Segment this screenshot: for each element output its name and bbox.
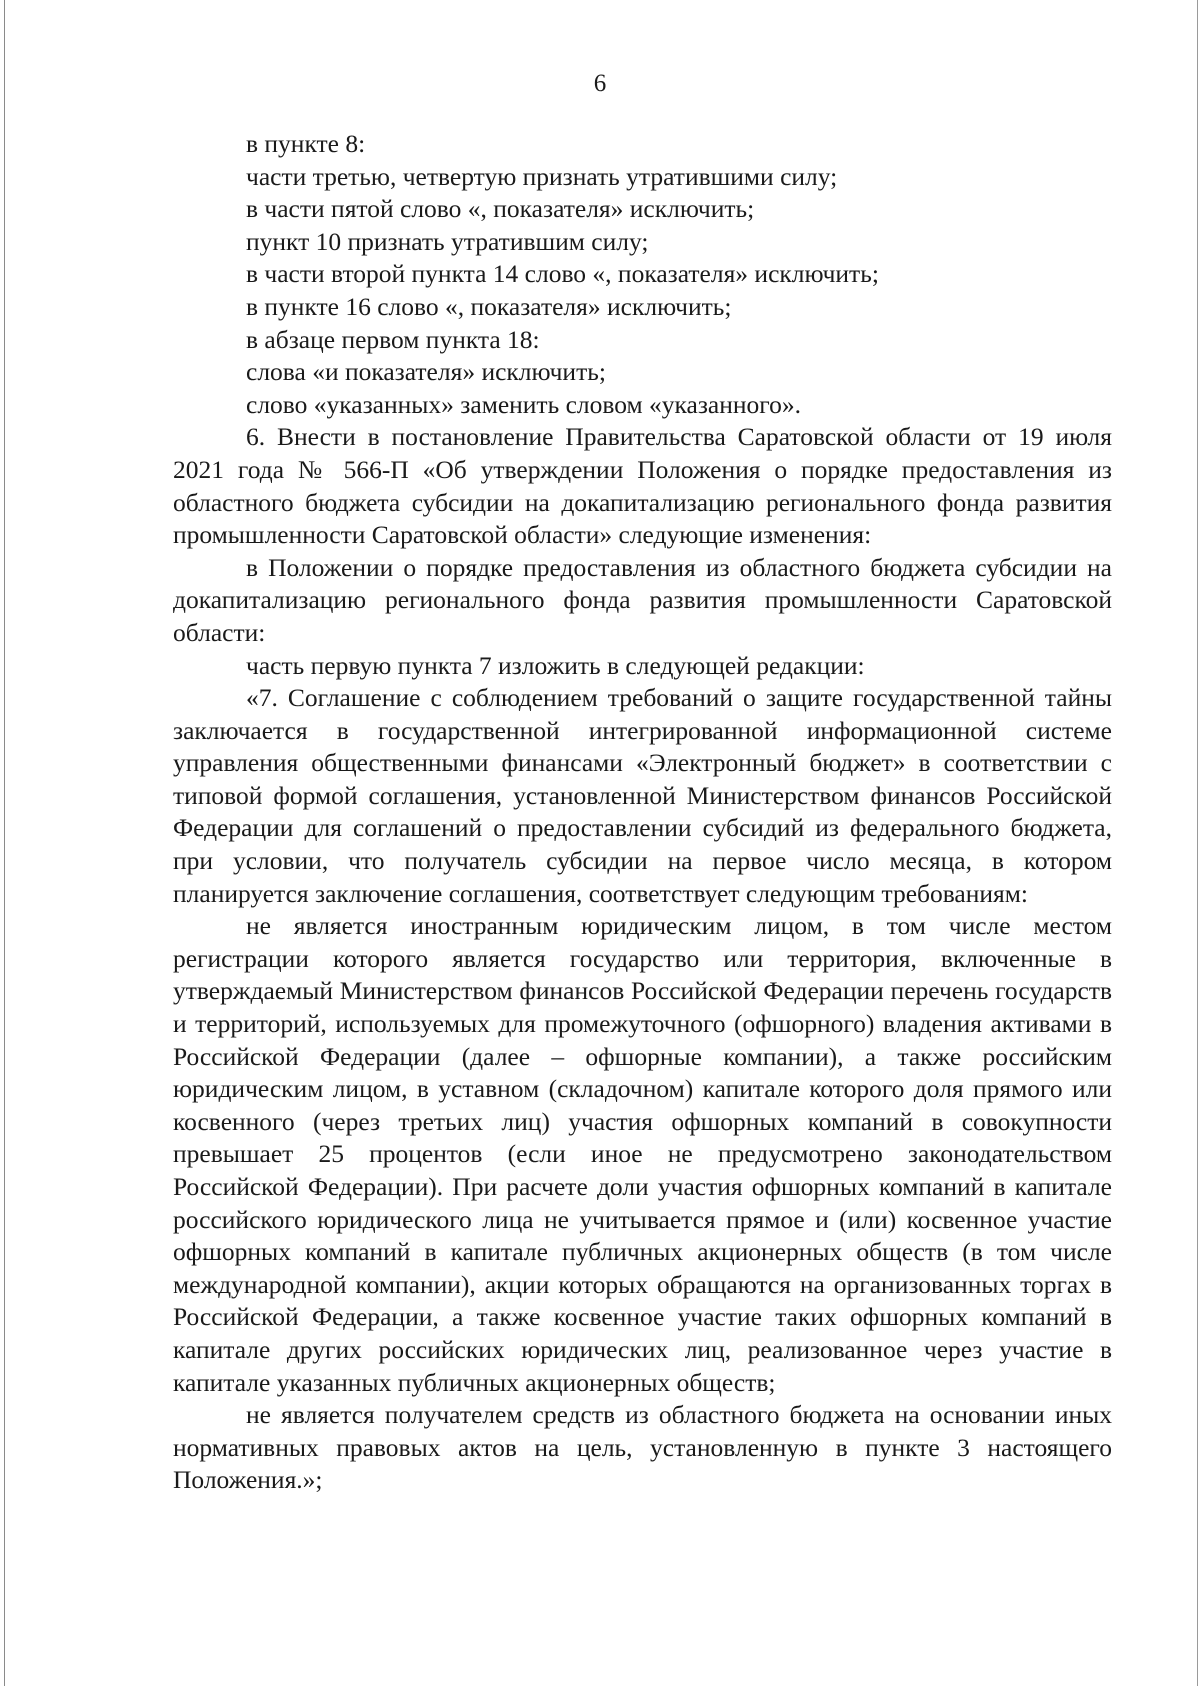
paragraph: в части второй пункта 14 слово «, показателя» исключить; (246, 259, 879, 289)
paragraph: в пункте 16 слово «, показателя» исключить; (246, 291, 732, 321)
paragraph: в части пятой слово «, показателя» исключить; (246, 194, 755, 224)
scan-edge-left (4, 0, 5, 1686)
paragraph: 6. Внести в постановление Правительства Саратовской области от 19 июля 2021 года № 566-П «Об утверждении Положения о порядке предоставления из областного бюджета субсидии на докапитализацию регионального фонда развития промышленности Саратовской области» следующие изменения: (173, 422, 1112, 550)
page-number: 6 (593, 70, 607, 97)
paragraph: в Положении о порядке предоставления из областного бюджета субсидии на докапитализацию регионального фонда развития промышленности Саратовской области: (173, 552, 1112, 647)
paragraph: пункт 10 признать утратившим силу; (246, 226, 649, 256)
document-body (173, 128, 1112, 1497)
paragraph: слово «указанных» заменить словом «указанного». (246, 389, 801, 419)
paragraph: в пункте 8: (246, 129, 366, 158)
paragraph: части третью, четвертую признать утратившими силу; (246, 161, 838, 191)
paragraph: в абзаце первом пункта 18: (246, 324, 540, 354)
paragraph: часть первую пункта 7 изложить в следующей редакции: (246, 650, 865, 680)
paragraph: не является иностранным юридическим лицом, в том числе местом регистрации которого является государство или территория, включенные в утверждаемый Министерством финансов Российской Федерации перечень государств и территорий, используемых для промежуточного (офшорного) владения активами в Российской Федерации (далее – офшорные компании), а также российским юридическим лицом, в уставном (складочном) капитале которого доля прямого или косвенного (через третьих лиц) участия офшорных компаний в совокупности превышает 25 процентов (если иное не предусмотрено законодательством Российской Федерации). При расчете доли участия офшорных компаний в капитале российского юридического лица не учитывается прямое и (или) косвенное участие офшорных компаний в капитале публичных акционерных обществ (в том числе международной компании), акции которых обращаются на организованных торгах в Российской Федерации, а также косвенное участие таких офшорных компаний в капитале других российских юридических лиц, реализованное через участие в капитале указанных публичных акционерных обществ; (173, 911, 1112, 1397)
paragraph: слова «и показателя» исключить; (246, 357, 606, 387)
paragraph: «7. Соглашение с соблюдением требований о защите государственной тайны заключается в государственной интегрированной информационной системе управления общественными финансами «Электронный бюджет» в соответствии с типовой формой соглашения, установленной Министерством финансов Российской Федерации для соглашений о предоставлении субсидий из федерального бюджета, при условии, что получатель субсидии на первое число месяца, в котором планируется заключение соглашения, соответствует следующим требованиям: (173, 683, 1112, 908)
paragraph: не является получателем средств из областного бюджета на основании иных нормативных правовых актов на цель, установленную в пункте 3 настоящего Положения.»; (173, 1400, 1112, 1495)
scan-edge-right (1197, 0, 1198, 1686)
